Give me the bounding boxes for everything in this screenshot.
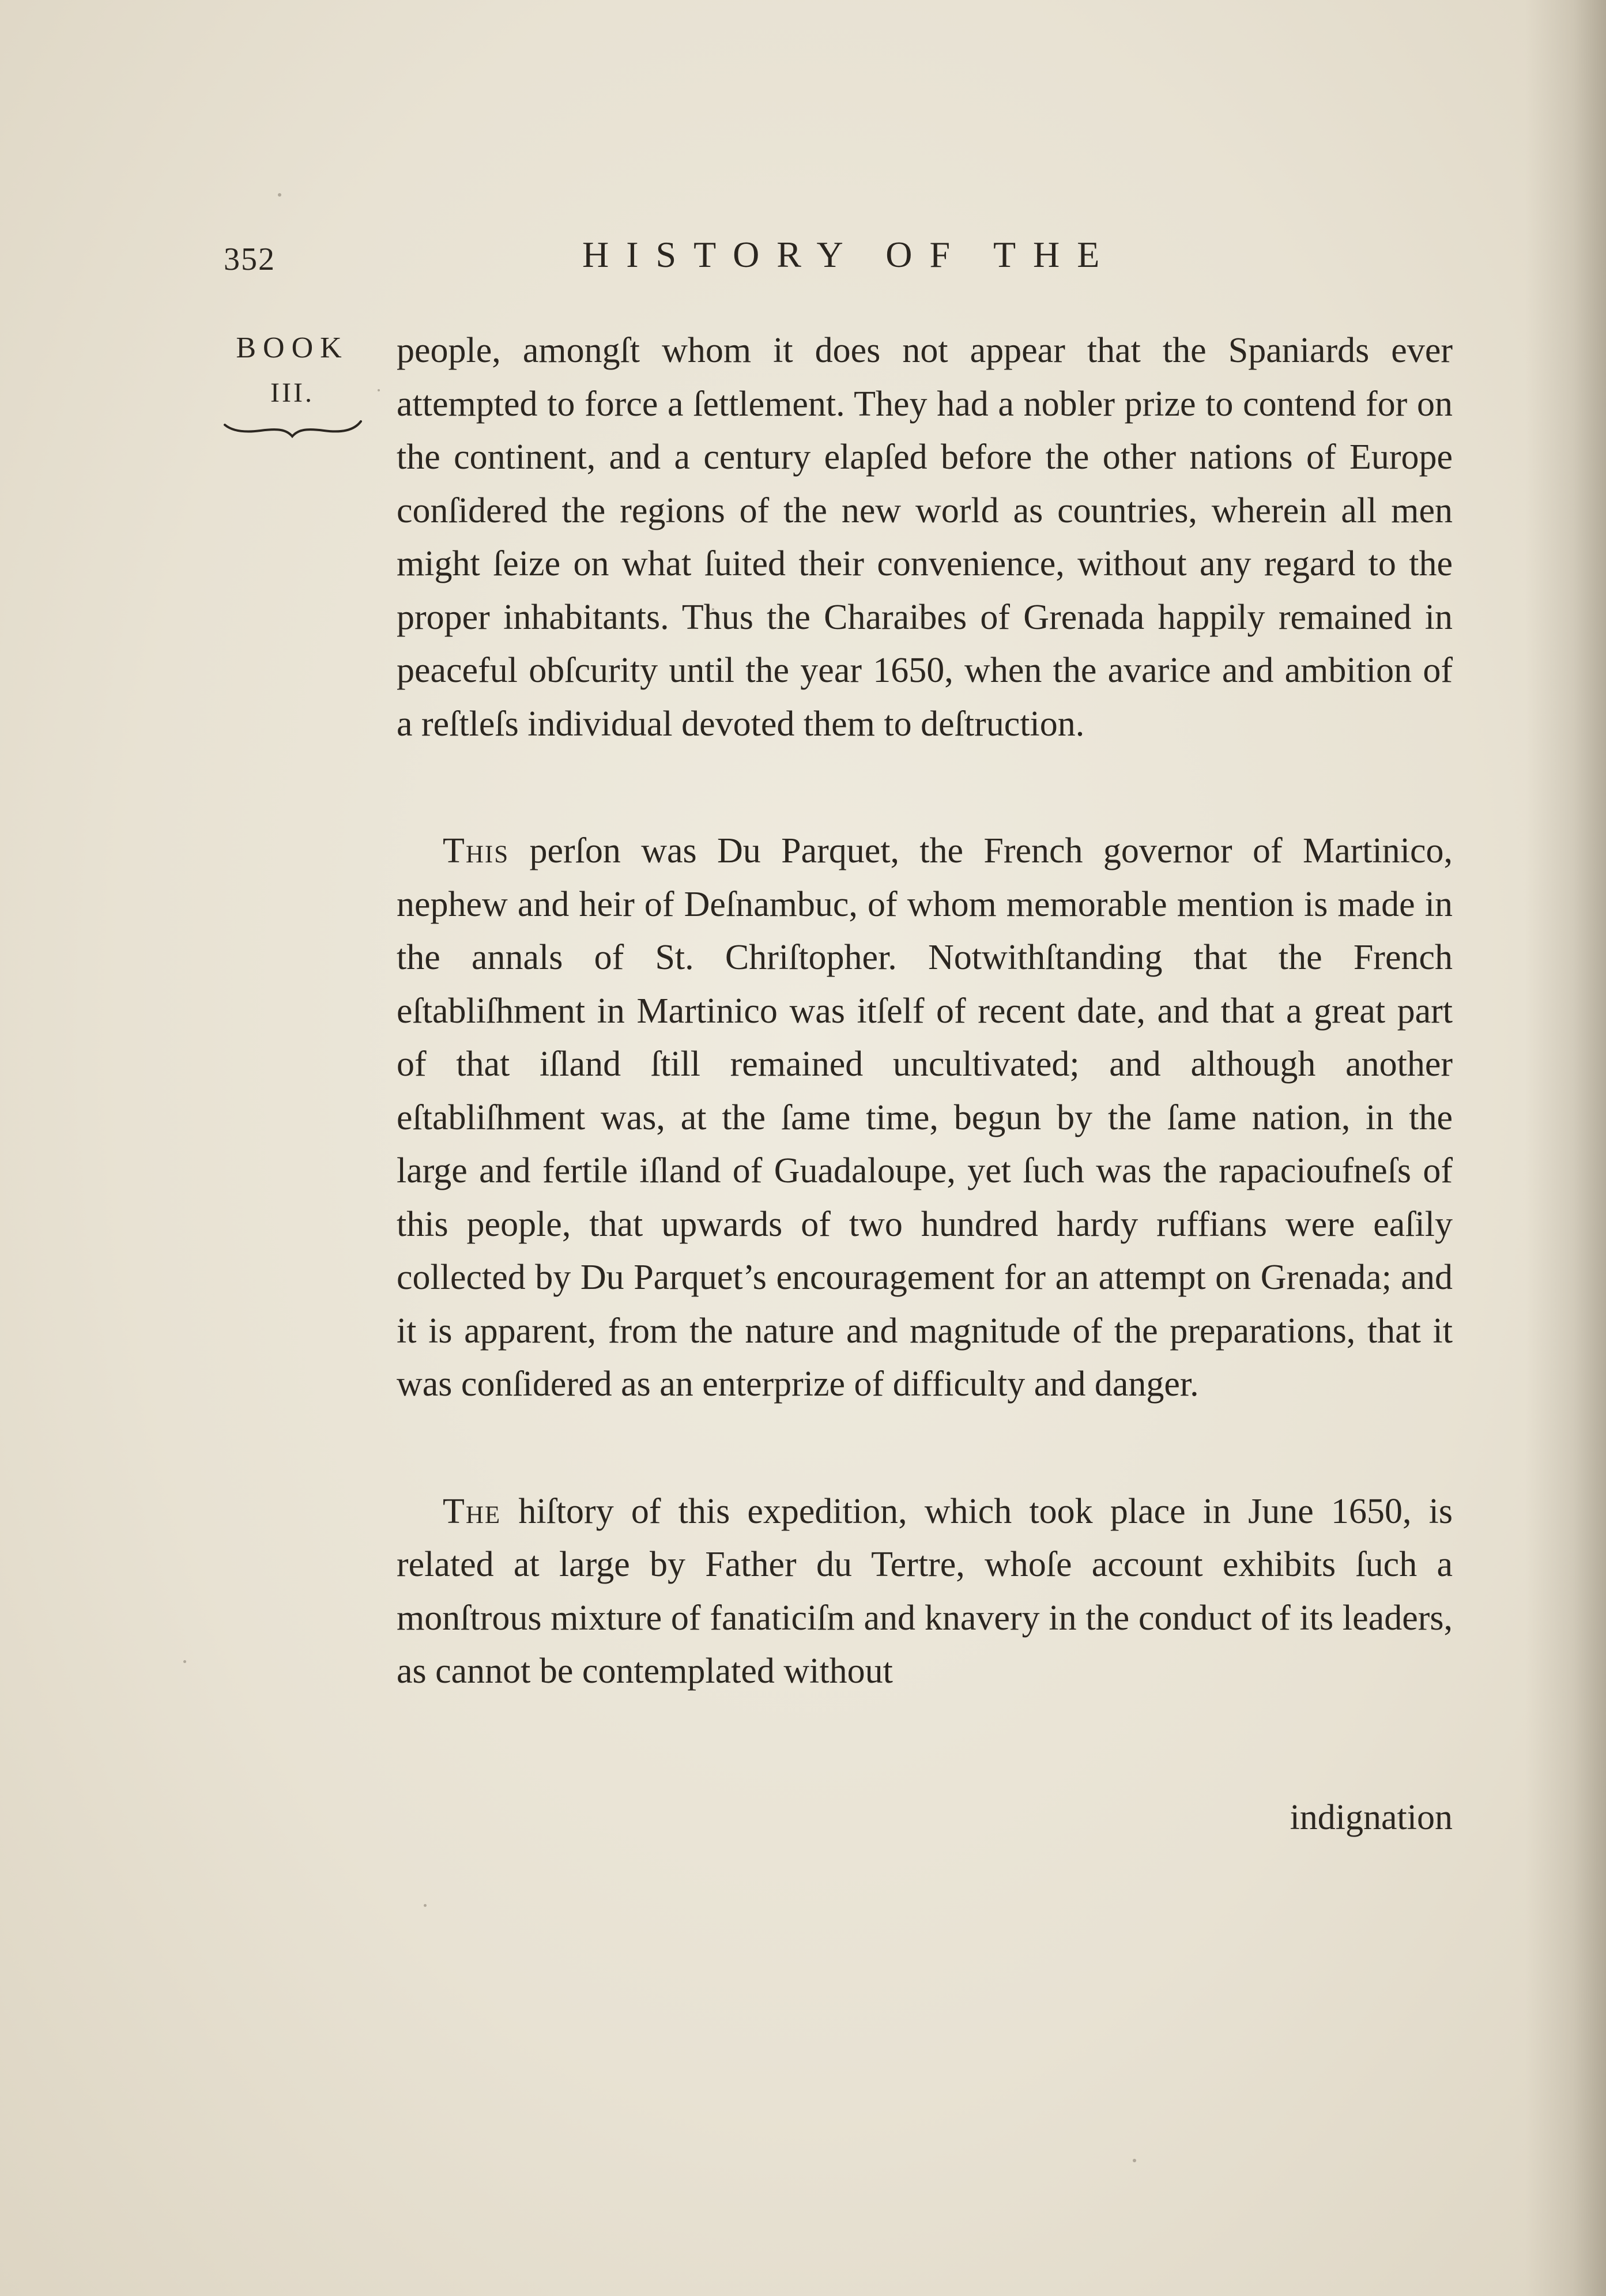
paragraph-lead: The bbox=[443, 1491, 502, 1531]
paper-speck bbox=[1133, 2159, 1136, 2162]
paper-speck bbox=[183, 1660, 186, 1663]
paragraph bbox=[397, 1485, 1453, 1698]
paper-speck bbox=[378, 389, 380, 391]
main-text bbox=[397, 324, 1453, 1698]
paragraph-text: hiſtory of this expedition, which took place in June 1650, is related at large by Father du Tertre, whoſe account exhibits ſuch a monſtrous mixture of fanaticiſm and knavery in the conduct of its leaders, as cannot be contemplated without bbox=[397, 1491, 1453, 1691]
page-number: 352 bbox=[224, 242, 276, 277]
paper-speck bbox=[424, 1904, 427, 1907]
paper-speck bbox=[278, 193, 281, 197]
paragraph-text: perſon was Du Parquet, the French governor of Martinico, nephew and heir of Deſnambuc, of whom memorable mention is made in the annals of St. Chriſtopher. Notwithſtanding that the French eſtabliſhment in Martinico was itſelf of recent date, and that a great part of that iſland ſtill remained uncultivated; and although another eſtabliſhment was, at the ſame time, begun by the ſame nation, in the large and fertile iſland of Guadaloupe, yet ſuch was the rapacioufneſs of this people, that upwards of two hundred hardy ruffians were eaſily collected by Du Parquet’s encouragement for an attempt on Grenada; and it is apparent, from the nature and magnitude of the preparations, that it was conſidered as an enterprize of difficulty and danger. bbox=[397, 831, 1453, 1404]
gutter-shadow bbox=[1525, 0, 1606, 2296]
paragraph-lead: This bbox=[443, 831, 510, 870]
running-title: HISTORY OF THE bbox=[582, 234, 1117, 275]
margin-book-number: III. bbox=[270, 378, 314, 408]
margin-note bbox=[214, 326, 370, 440]
margin-book-label: BOOK bbox=[236, 331, 349, 364]
paragraph: people, amongſt whom it does not appear that the Spaniards ever attempted to force a ſettlement. They had a nobler prize to contend for on the continent, and a century elapſed before the other nations of Europe conſidered the regions of the new world as countries, wherein all men might ſeize on what ſuited their convenience, without any regard to the proper inhabitants. Thus the Charaibes of Grenada happily remained in peaceful obſcurity until the year 1650, when the avarice and ambition of a reſtleſs individual devoted them to deſtruction. bbox=[397, 331, 1453, 744]
paragraph bbox=[397, 824, 1453, 1411]
brace-ornament-icon bbox=[220, 417, 364, 440]
catchword: indignation bbox=[1290, 1798, 1453, 1837]
